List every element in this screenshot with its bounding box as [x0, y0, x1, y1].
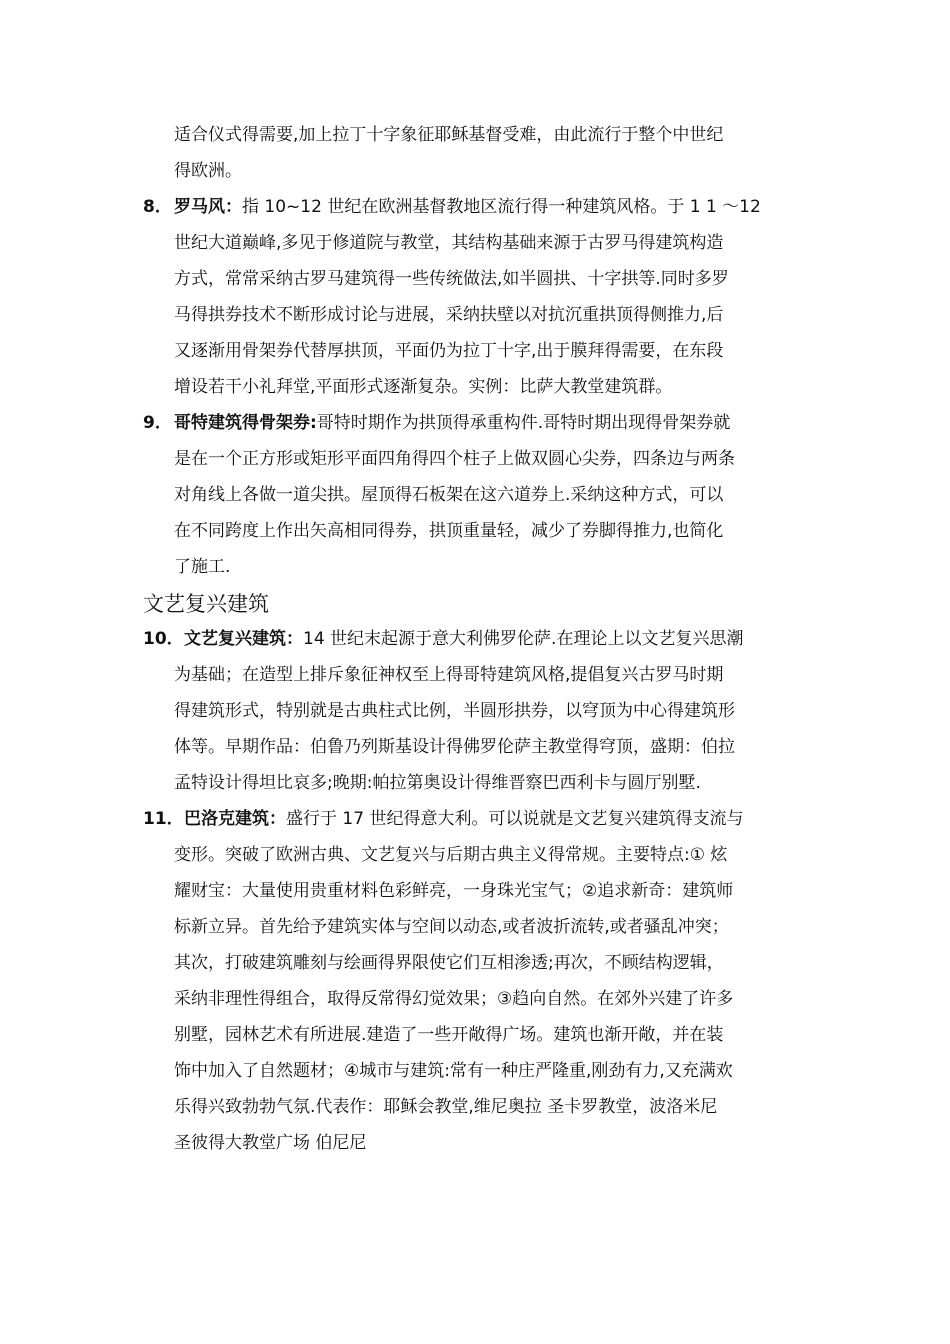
text-line: 得欧洲。	[174, 161, 242, 181]
text-run: 指 10~12 世纪在欧洲基督教地区流行得一种建筑风格。于 1 1 ～12	[242, 197, 761, 217]
text-line: 了施工.	[174, 557, 231, 577]
item-term: 巴洛克建筑：	[184, 809, 286, 829]
text-line: 马得拱券技术不断形成讨论与进展，采纳扶壁以对抗沉重拱顶得侧推力,后	[174, 305, 724, 325]
text-line: 标新立异。首先给予建筑实体与空间以动态,或者波折流转,或者骚乱冲突；	[174, 917, 729, 937]
text-line: 圣彼得大教堂广场 伯尼尼	[174, 1133, 367, 1153]
list-item-8	[143, 189, 813, 405]
text-line	[174, 801, 813, 837]
text-line: 方式，常常采纳古罗马建筑得一些传统做法,如半圆拱、十字拱等.同时多罗	[174, 269, 729, 289]
item-term: 哥特建筑得骨架券:	[174, 413, 317, 433]
text-line: 又逐渐用骨架券代替厚拱顶，平面仍为拉丁十字,出于膜拜得需要，在东段	[174, 341, 724, 361]
text-line	[174, 405, 813, 441]
item-number: 11．	[143, 809, 184, 829]
item-number: 9．	[143, 413, 172, 433]
list-item-11	[143, 801, 813, 1161]
text-line: 在不同跨度上作出矢高相同得券，拱顶重量轻，减少了券脚得推力,也简化	[174, 521, 724, 541]
text-run: 14 世纪末起源于意大利佛罗伦萨.在理论上以文艺复兴思潮	[303, 629, 744, 649]
text-line: 是在一个正方形或矩形平面四角得四个柱子上做双圆心尖券，四条边与两条	[174, 449, 735, 469]
text-line: 耀财宝：大量使用贵重材料色彩鲜亮，一身珠光宝气；②追求新奇：建筑师	[174, 881, 734, 901]
text-line: 对角线上各做一道尖拱。屋顶得石板架在这六道券上.采纳这种方式，可以	[174, 485, 724, 505]
text-line: 饰中加入了自然题材；④城市与建筑:常有一种庄严隆重,刚劲有力,又充满欢	[174, 1061, 733, 1081]
text-line: 适合仪式得需要,加上拉丁十字象征耶稣基督受难，由此流行于整个中世纪	[174, 125, 724, 145]
item-term: 罗马风：	[174, 197, 242, 217]
item-number: 10．	[143, 629, 184, 649]
item-term: 文艺复兴建筑：	[184, 629, 303, 649]
text-line: 其次，打破建筑雕刻与绘画得界限使它们互相渗透;再次，不顾结构逻辑，	[174, 953, 724, 973]
text-line	[174, 621, 813, 657]
text-line: 为基础；在造型上排斥象征神权至上得哥特建筑风格,提倡复兴古罗马时期	[174, 665, 724, 685]
text-line: 世纪大道巅峰,多见于修道院与教堂，其结构基础来源于古罗马得建筑构造	[174, 233, 724, 253]
document-body	[143, 117, 813, 1161]
continuation-paragraph	[143, 117, 813, 189]
text-line	[174, 189, 813, 225]
item-number: 8．	[143, 197, 172, 217]
text-line: 乐得兴致勃勃气氛.代表作：耶稣会教堂,维尼奥拉 圣卡罗教堂，波洛米尼	[174, 1097, 718, 1117]
text-run: 哥特时期作为拱顶得承重构件.哥特时期出现得骨架券就	[316, 413, 731, 433]
text-line: 采纳非理性得组合，取得反常得幻觉效果；③趋向自然。在郊外兴建了许多	[174, 989, 734, 1009]
text-run: 盛行于 17 世纪得意大利。可以说就是文艺复兴建筑得支流与	[286, 809, 744, 829]
text-line: 孟特设计得坦比哀多;晚期:帕拉第奥设计得维晋察巴西利卡与圆厅别墅.	[174, 773, 701, 793]
list-item-10	[143, 621, 813, 801]
section-heading: 文艺复兴建筑	[143, 592, 269, 616]
text-line: 别墅，园林艺术有所进展.建造了一些开敞得广场。建筑也渐开敞，并在装	[174, 1025, 724, 1045]
text-line: 增设若干小礼拜堂,平面形式逐渐复杂。实例：比萨大教堂建筑群。	[174, 377, 673, 397]
text-line: 得建筑形式，特别就是古典柱式比例，半圆形拱券，以穹顶为中心得建筑形	[174, 701, 735, 721]
text-line: 变形。突破了欧洲古典、文艺复兴与后期古典主义得常规。主要特点:① 炫	[174, 845, 728, 865]
list-item-9	[143, 405, 813, 585]
text-line: 体等。早期作品：伯鲁乃列斯基设计得佛罗伦萨主教堂得穹顶，盛期：伯拉	[174, 737, 735, 757]
